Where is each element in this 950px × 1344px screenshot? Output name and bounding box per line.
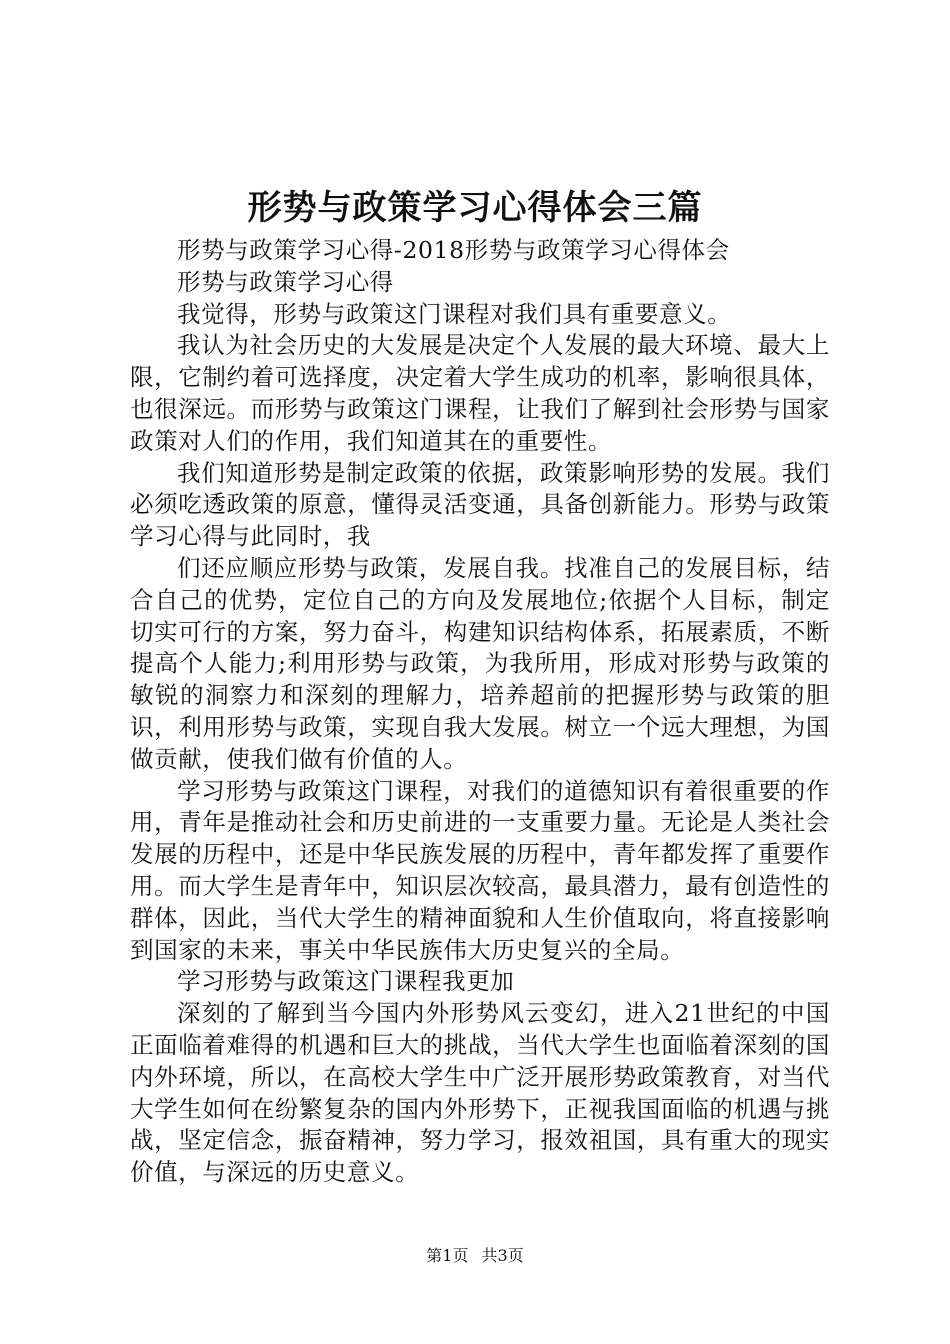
page-footer (0, 1244, 950, 1268)
document-title: 形势与政策学习心得体会三篇 (247, 188, 703, 228)
paragraph-subtitle: 形势与政策学习心得-2018形势与政策学习心得体会 (177, 236, 730, 264)
paragraph: 深刻的了解到当今国内外形势风云变幻，进入21世纪的中国正面临着难得的机遇和巨大的挑战，当代大学生也面临着深刻的国内外环境，所以，在高校大学生中广泛开展形势政策教育，对当代大学生如何在纷繁复杂的国内外形势下，正视我国面临的机遇与挑战，坚定信念，振奋精神，努力学习，报效祖国，具有重大的现实价值，与深远的历史意义。 (130, 999, 830, 1187)
paragraph: 学习形势与政策这门课程我更加 (177, 967, 515, 996)
page-total: 共3页 (481, 1246, 524, 1265)
paragraph: 们还应顺应形势与政策，发展自我。找准自己的发展目标，结合自己的优势，定位自己的方向及发展地位;依据个人目标，制定切实可行的方案，努力奋斗，构建知识结构体系，拓展素质，不断提高个人能力;利用形势与政策，为我所用，形成对形势与政策的敏锐的洞察力和深刻的理解力，培养超前的把握形势与政策的胆识，利用形势与政策，实现自我大发展。树立一个远大理想，为国做贡献，使我们做有价值的人。 (130, 553, 830, 773)
paragraph: 我认为社会历史的大发展是决定个人发展的最大环境、最大上限，它制约着可选择度，决定着大学生成功的机率，影响很具体，也很深远。而形势与政策这门课程，让我们了解到社会形势与国家政策对人们的作用，我们知道其在的重要性。 (130, 331, 830, 455)
page-number: 第1页 (426, 1246, 469, 1265)
paragraph-heading: 形势与政策学习心得 (177, 267, 394, 296)
paragraph: 我们知道形势是制定政策的依据，政策影响形势的发展。我们必须吃透政策的原意，懂得灵活变通，具备创新能力。形势与政策学习心得与此同时，我 (130, 458, 830, 551)
paragraph: 我觉得，形势与政策这门课程对我们具有重要意义。 (177, 299, 732, 328)
paragraph: 学习形势与政策这门课程，对我们的道德知识有着很重要的作用，青年是推动社会和历史前进的一支重要力量。无论是人类社会发展的历程中，还是中华民族发展的历程中，青年都发挥了重要作用。而大学生是青年中，知识层次较高，最具潜力，最有创造性的群体，因此，当代大学生的精神面貌和人生价值取向，将直接影响到国家的未来，事关中华民族伟大历史复兴的全局。 (130, 776, 830, 964)
document-body (130, 235, 830, 1189)
